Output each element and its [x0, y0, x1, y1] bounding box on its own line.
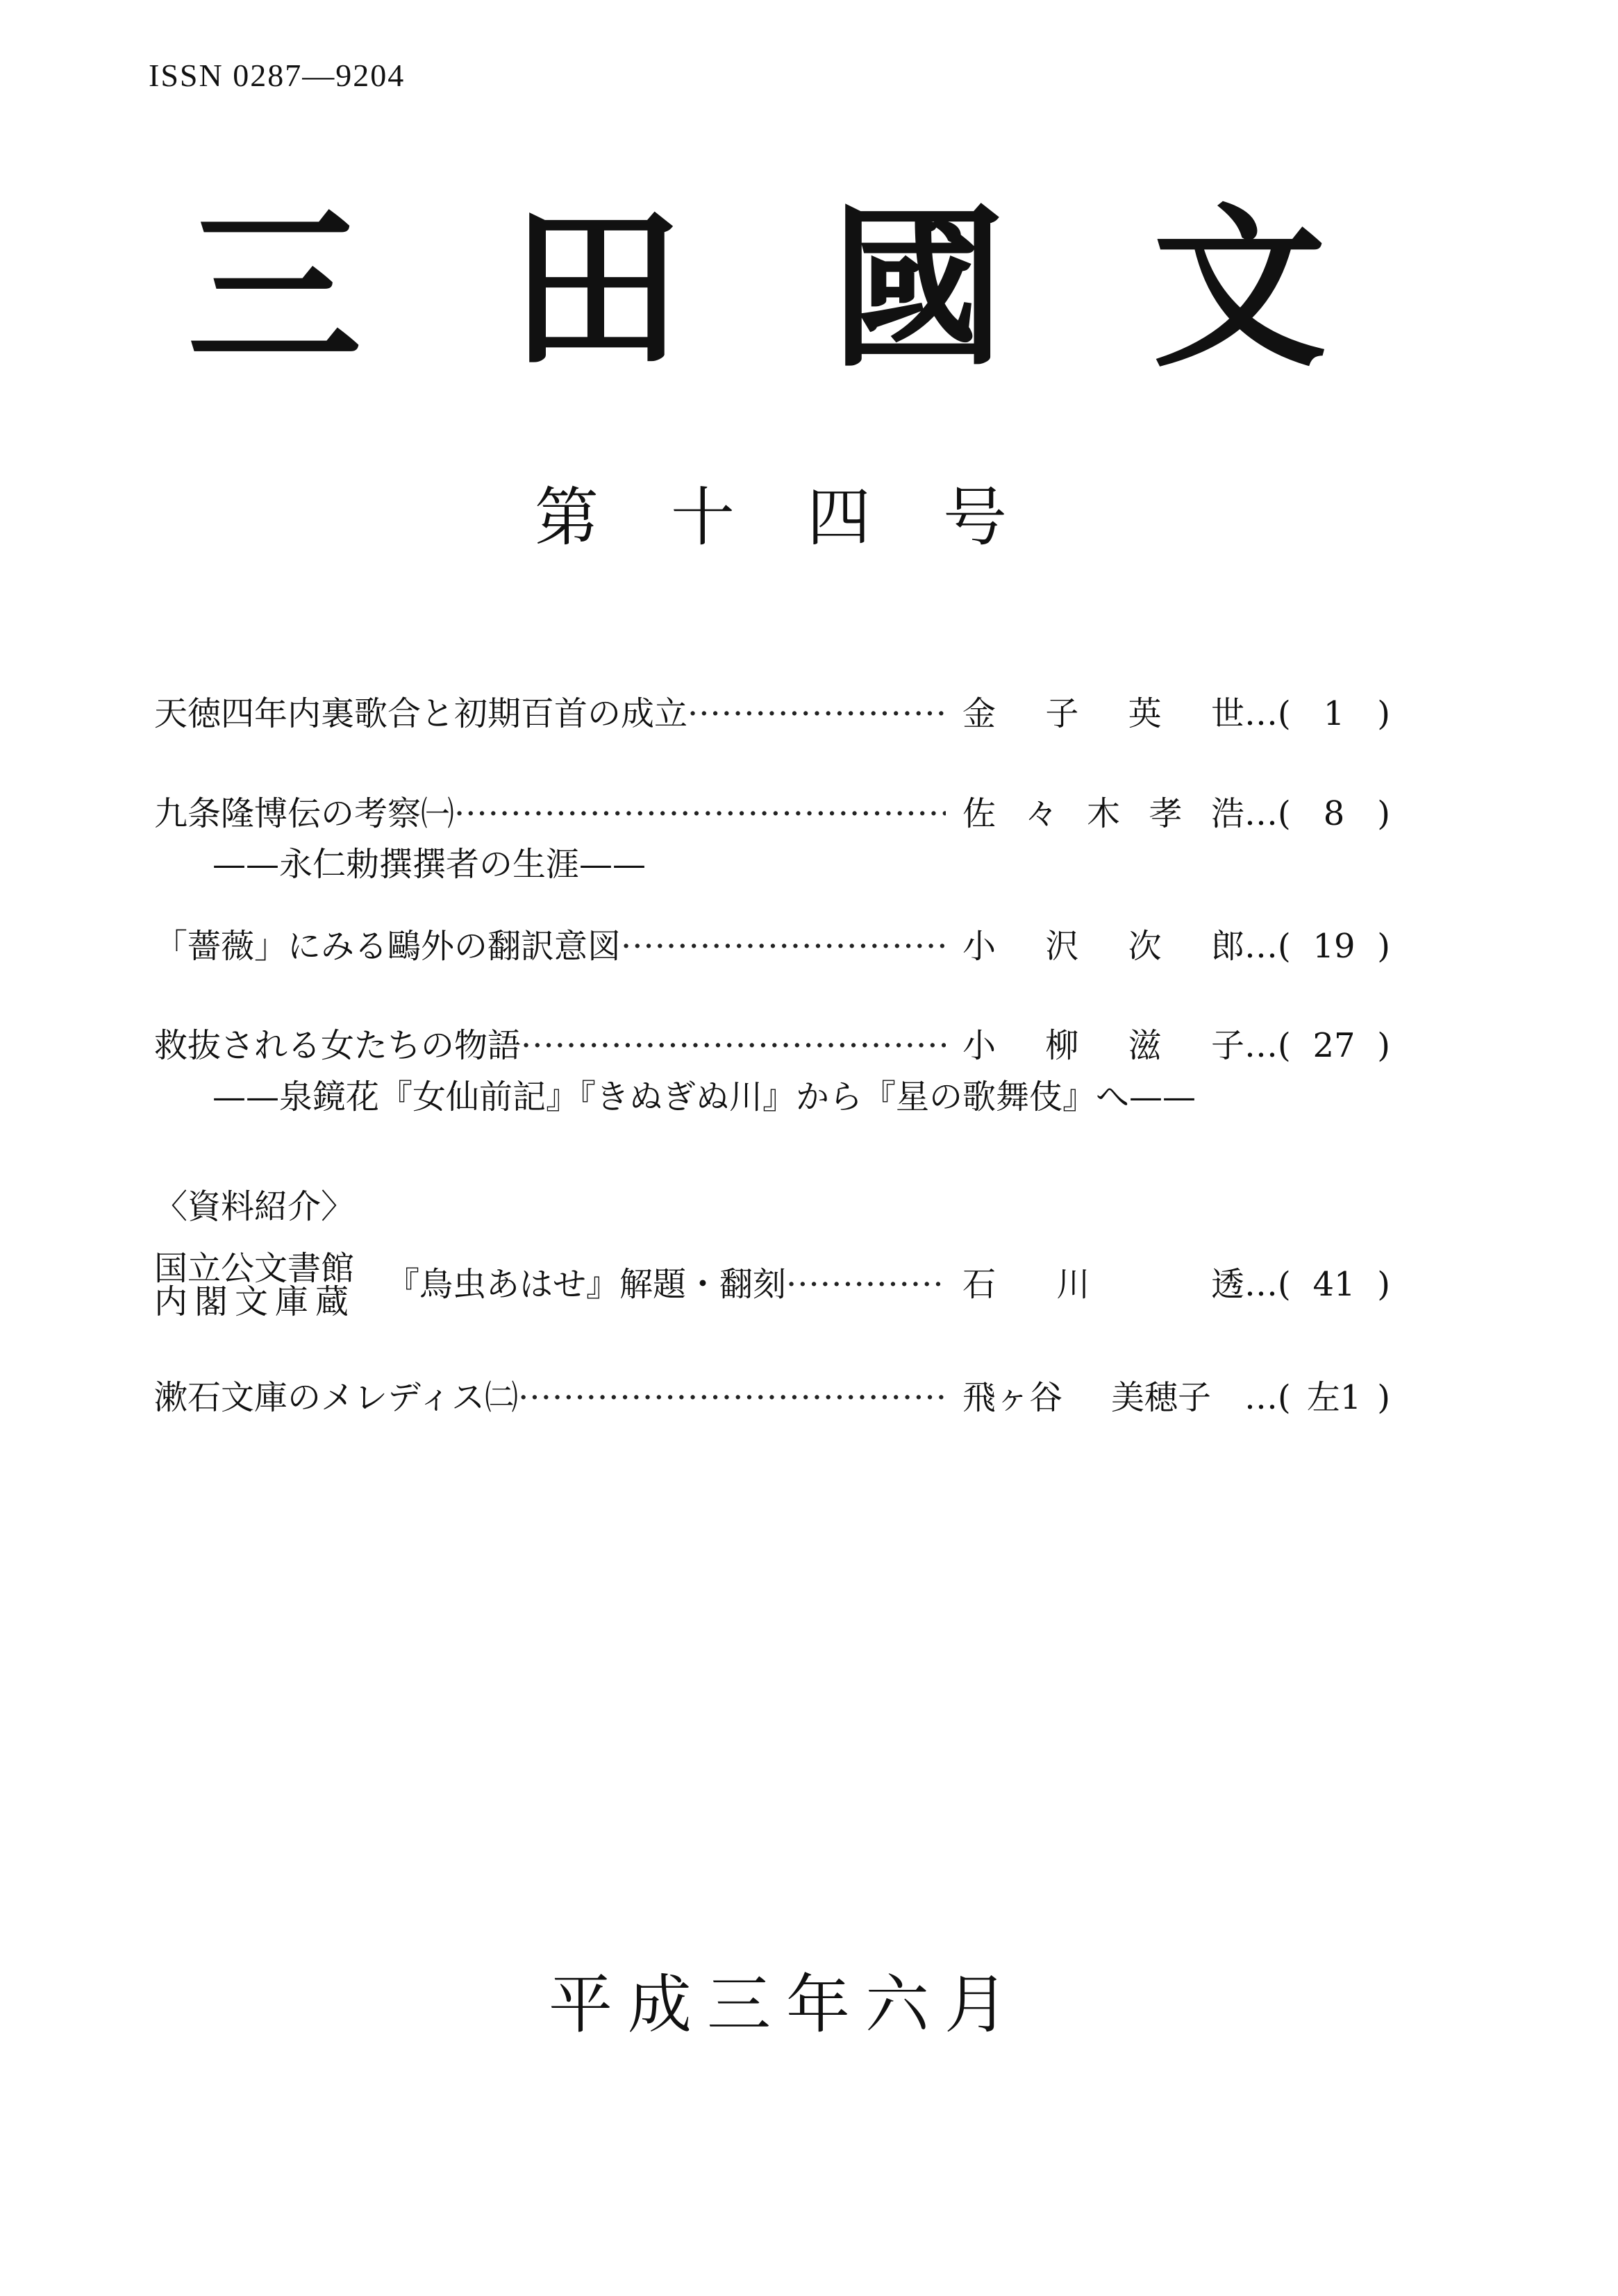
- toc-entry: [154, 694, 1390, 735]
- toc-entry: [154, 794, 1390, 835]
- issue-char: 十: [670, 480, 735, 555]
- article-subtitle: ——泉鏡花『女仙前記』『きぬぎぬ川』から『星の歌舞伎』へ——: [212, 1077, 1196, 1116]
- toc-entry: [154, 927, 1390, 967]
- holding-institution: 国立公文書館 内閣文庫蔵: [154, 1249, 356, 1322]
- title-char: 田: [509, 186, 683, 390]
- page-ref: …( 27 ): [1244, 1026, 1390, 1066]
- toc-entry: [154, 1026, 1390, 1066]
- article-author: 小 沢 次 郎: [962, 926, 1244, 966]
- article-title: 救抜される女たちの物語: [154, 1026, 522, 1066]
- article-author: 石 川 透: [962, 1265, 1244, 1305]
- article-title: 天徳四年内裏歌合と初期百首の成立: [154, 694, 688, 733]
- title-char: 三: [187, 186, 361, 390]
- article-author: 飛ヶ谷 美穂子: [962, 1378, 1212, 1418]
- dot-leader: [621, 927, 946, 967]
- title-char: 文: [1152, 186, 1326, 390]
- journal-title: [187, 186, 1326, 390]
- toc-item: [154, 927, 1390, 967]
- toc-item: [154, 1026, 1390, 1117]
- issue-number: [535, 480, 1007, 555]
- toc-item: [154, 694, 1390, 735]
- section-label: 〈資料紹介〉: [154, 1187, 355, 1226]
- dot-leader: [518, 1378, 946, 1418]
- page-ref: …( 19 ): [1244, 926, 1390, 966]
- toc-entry: [154, 1249, 1390, 1322]
- article-title: 漱石文庫のメレディス㈡: [154, 1378, 519, 1418]
- dot-leader: [687, 694, 946, 735]
- article-subtitle: ——永仁勅撰撰者の生涯——: [212, 845, 647, 885]
- toc-item: [154, 1378, 1390, 1418]
- toc-item: [154, 1249, 1390, 1322]
- table-of-contents: [154, 694, 1390, 1418]
- article-author: 金 子 英 世: [962, 694, 1244, 733]
- dot-leader: [786, 1265, 946, 1305]
- page-ref: …( 41 ): [1244, 1265, 1390, 1305]
- page-ref: …( 左1 ): [1244, 1378, 1390, 1418]
- toc-entry: [154, 1378, 1390, 1418]
- title-char: 國: [831, 186, 1005, 390]
- toc-item: [154, 794, 1390, 885]
- article-title: 「薔薇」にみる鷗外の翻訳意図: [154, 926, 622, 966]
- article-author: 佐 々 木 孝 浩: [962, 794, 1244, 833]
- issue-char: 第: [535, 480, 599, 555]
- page-ref: …( 1 ): [1244, 694, 1390, 733]
- article-title: 九条隆博伝の考察㈠: [154, 794, 455, 833]
- publication-date: 平成三年六月: [549, 1968, 1024, 2042]
- dot-leader: [454, 794, 946, 835]
- issue-char: 四: [806, 480, 871, 555]
- page-ref: …( 8 ): [1244, 794, 1390, 833]
- article-title: 『鳥虫あはせ』解題・翻刻: [386, 1265, 787, 1305]
- dot-leader: [521, 1026, 946, 1066]
- issue-char: 号: [942, 480, 1007, 555]
- article-author: 小 柳 滋 子: [962, 1026, 1244, 1066]
- issn-label: ISSN 0287—9204: [149, 58, 406, 93]
